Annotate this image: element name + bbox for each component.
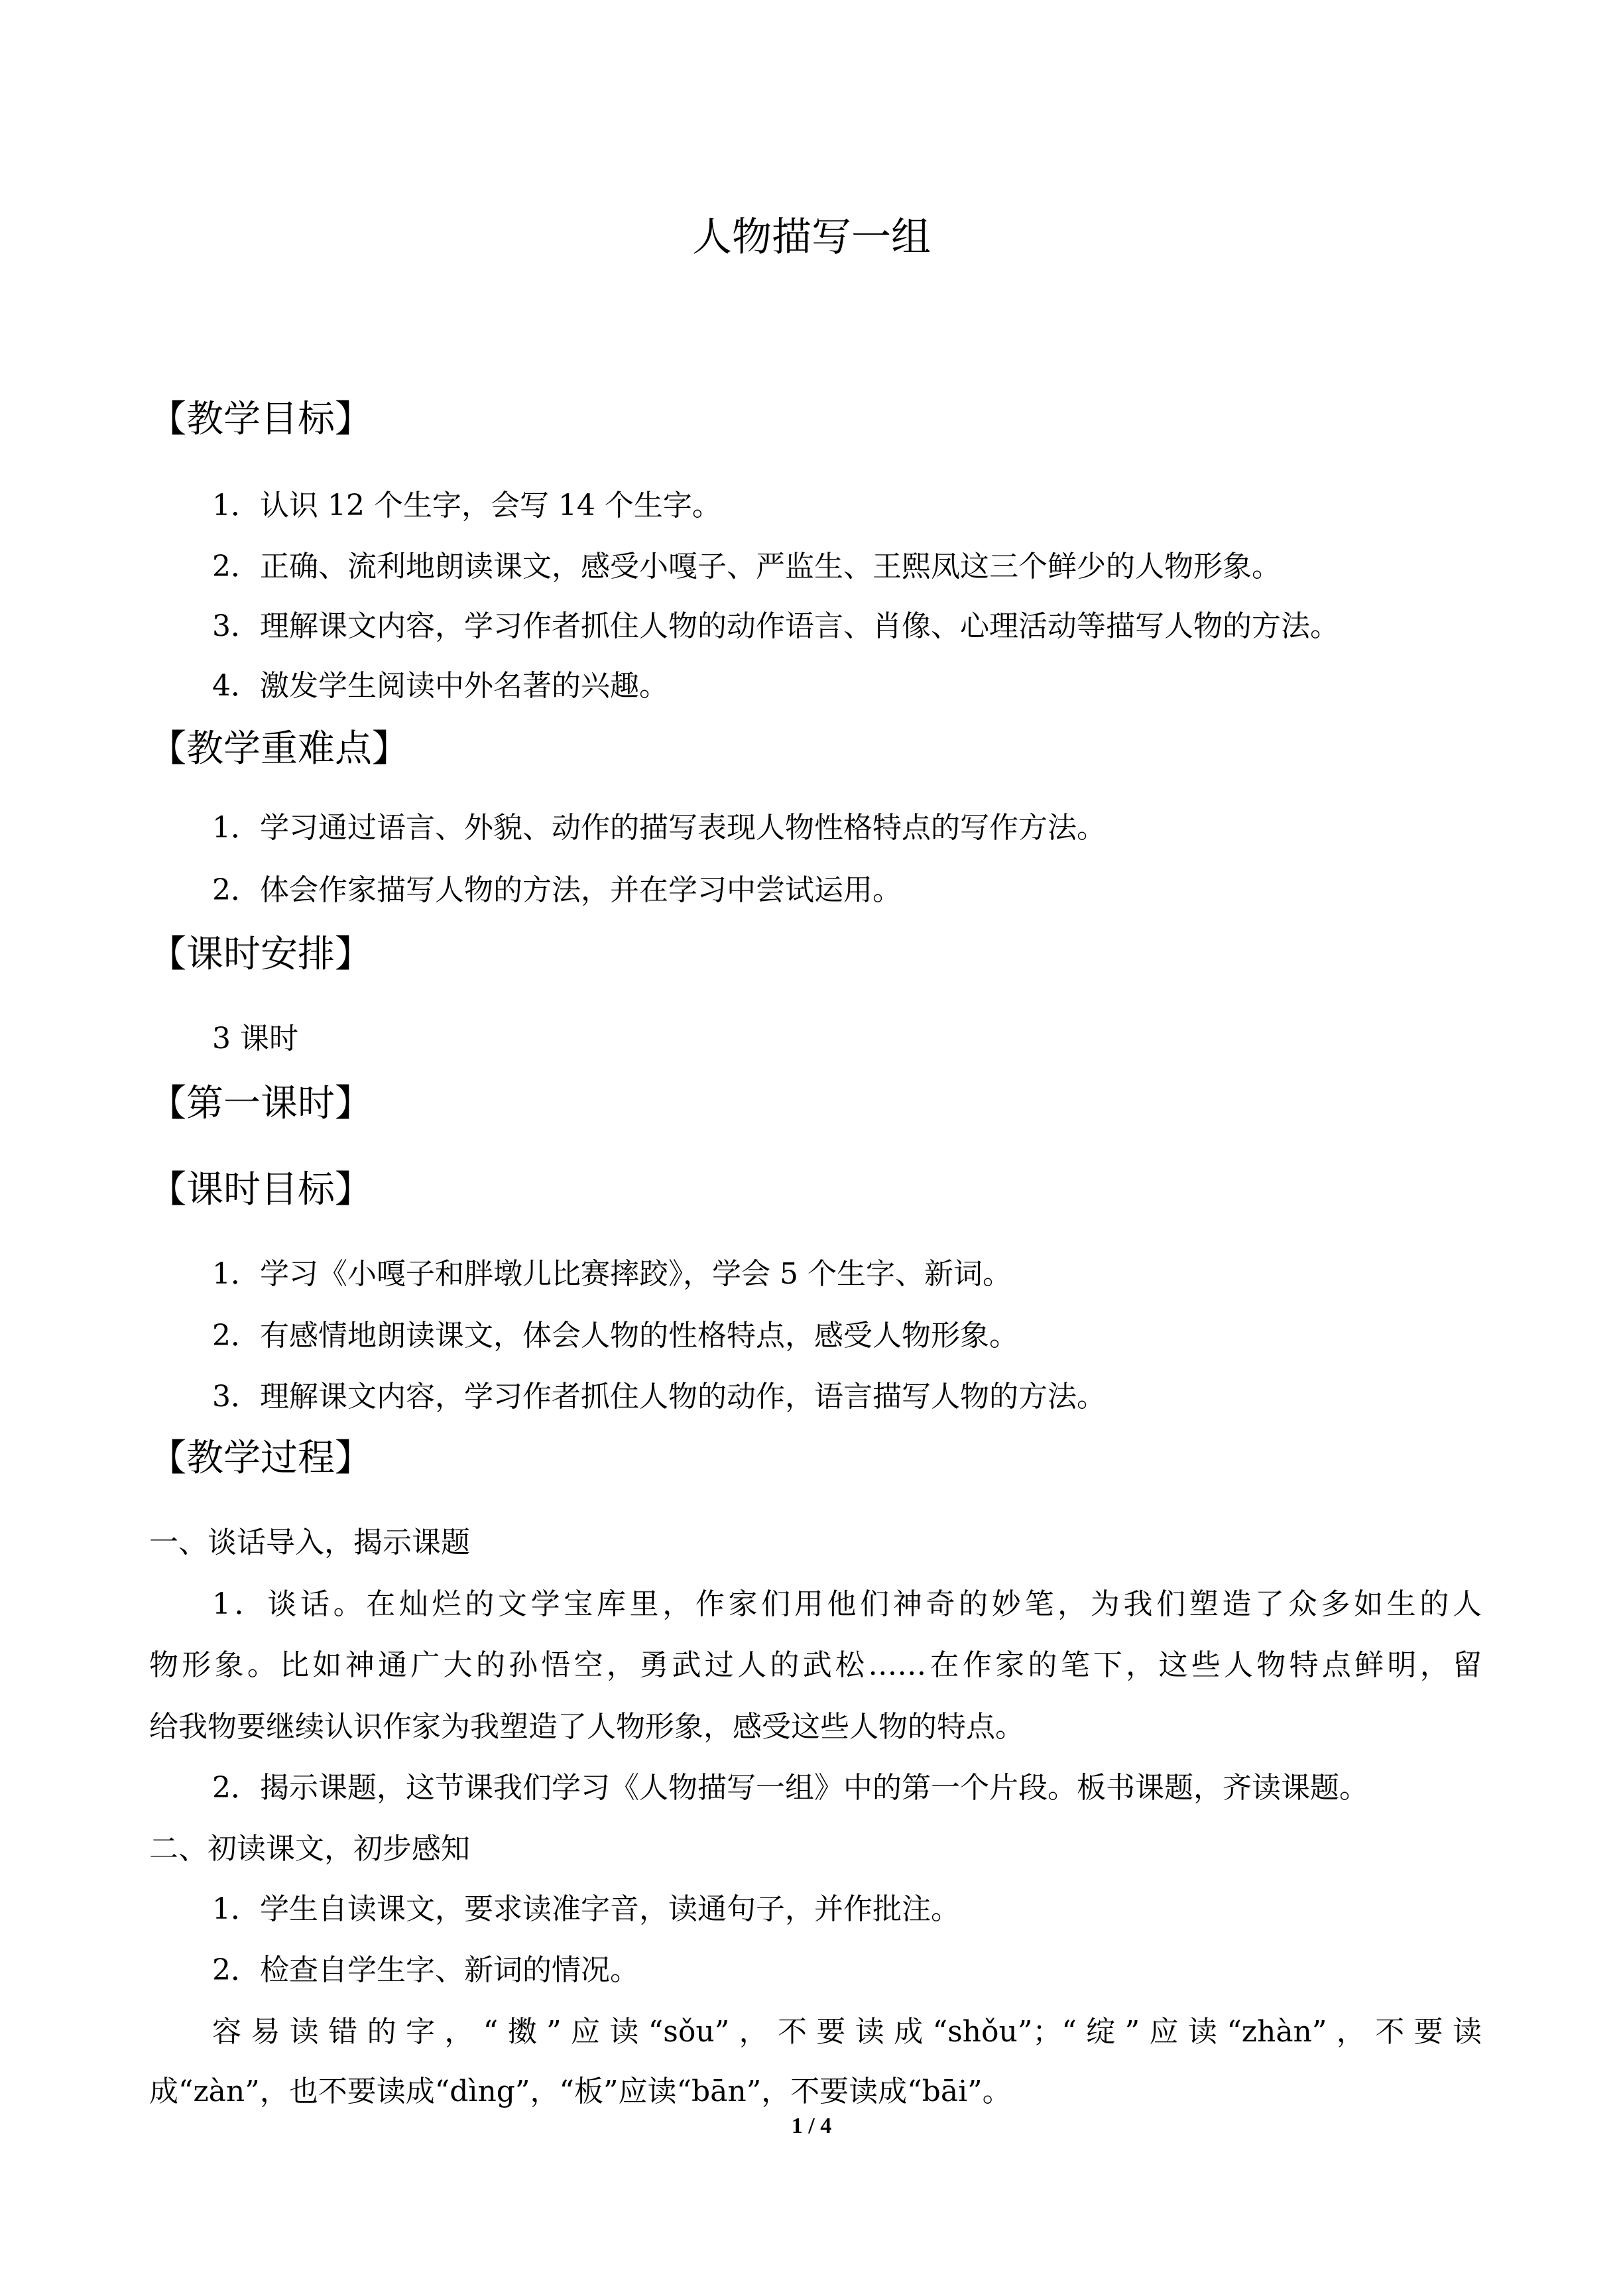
process-note-line: 容易读错的字，“擞”应读“sǒu”，不要读成“shǒu”；“绽”应读“zhàn”，不要读 <box>212 2015 1482 2049</box>
key-point-item: 2．体会作家描写人物的方法，并在学习中尝试运用。 <box>212 873 902 907</box>
lesson-objective-item: 1．学习《小嘎子和胖墩儿比赛摔跤》，学会 5 个生字、新词。 <box>212 1257 1012 1291</box>
process-paragraph-line: 1．谈话。在灿烂的文学宝库里，作家们用他们神奇的妙笔，为我们塑造了众多如生的人 <box>212 1587 1482 1621</box>
objective-item: 3．理解课文内容，学习作者抓住人物的动作语言、肖像、心理活动等描写人物的方法。 <box>212 609 1339 643</box>
heading-process: 【教学过程】 <box>149 1437 372 1480</box>
lesson-objective-item: 2．有感情地朗读课文，体会人物的性格特点，感受人物形象。 <box>212 1319 1018 1353</box>
process-paragraph-line: 给我物要继续认识作家为我塑造了人物形象，感受这些人物的特点。 <box>149 1710 1024 1744</box>
process-item: 1．学生自读课文，要求读准字音，读通句子，并作批注。 <box>212 1892 960 1926</box>
heading-first-lesson: 【第一课时】 <box>149 1082 372 1125</box>
process-paragraph-line: 物形象。比如神通广大的孙悟空，勇武过人的武松……在作家的笔下，这些人物特点鲜明，留 <box>149 1648 1482 1682</box>
heading-schedule: 【课时安排】 <box>149 933 372 976</box>
key-point-item: 1．学习通过语言、外貌、动作的描写表现人物性格特点的写作方法。 <box>212 811 1106 845</box>
process-paragraph: 2．揭示课题，这节课我们学习《人物描写一组》中的第一个片段。板书课题，齐读课题。 <box>212 1771 1368 1805</box>
schedule-text: 3 课时 <box>212 1022 298 1056</box>
heading-objectives: 【教学目标】 <box>149 398 372 441</box>
process-part2-title: 二、初读课文，初步感知 <box>149 1832 470 1866</box>
objective-item: 1．认识 12 个生字，会写 14 个生字。 <box>212 489 721 522</box>
objective-item: 2．正确、流利地朗读课文，感受小嘎子、严监生、王熙凤这三个鲜少的人物形象。 <box>212 550 1281 583</box>
process-part1-title: 一、谈话导入，揭示课题 <box>149 1526 470 1559</box>
lesson-objective-item: 3．理解课文内容，学习作者抓住人物的动作，语言描写人物的方法。 <box>212 1380 1106 1414</box>
heading-key-points: 【教学重难点】 <box>149 727 409 770</box>
page-number: 1 / 4 <box>791 2114 832 2138</box>
process-item: 2．检查自学生字、新词的情况。 <box>212 1953 639 1987</box>
process-note-line: 成“zàn”，也不要读成“dìng”，“板”应读“bān”，不要读成“bāi”。 <box>149 2075 1012 2108</box>
heading-lesson-objectives: 【课时目标】 <box>149 1168 372 1211</box>
document-title: 人物描写一组 <box>692 214 931 261</box>
objective-item: 4．激发学生阅读中外名著的兴趣。 <box>212 669 668 703</box>
